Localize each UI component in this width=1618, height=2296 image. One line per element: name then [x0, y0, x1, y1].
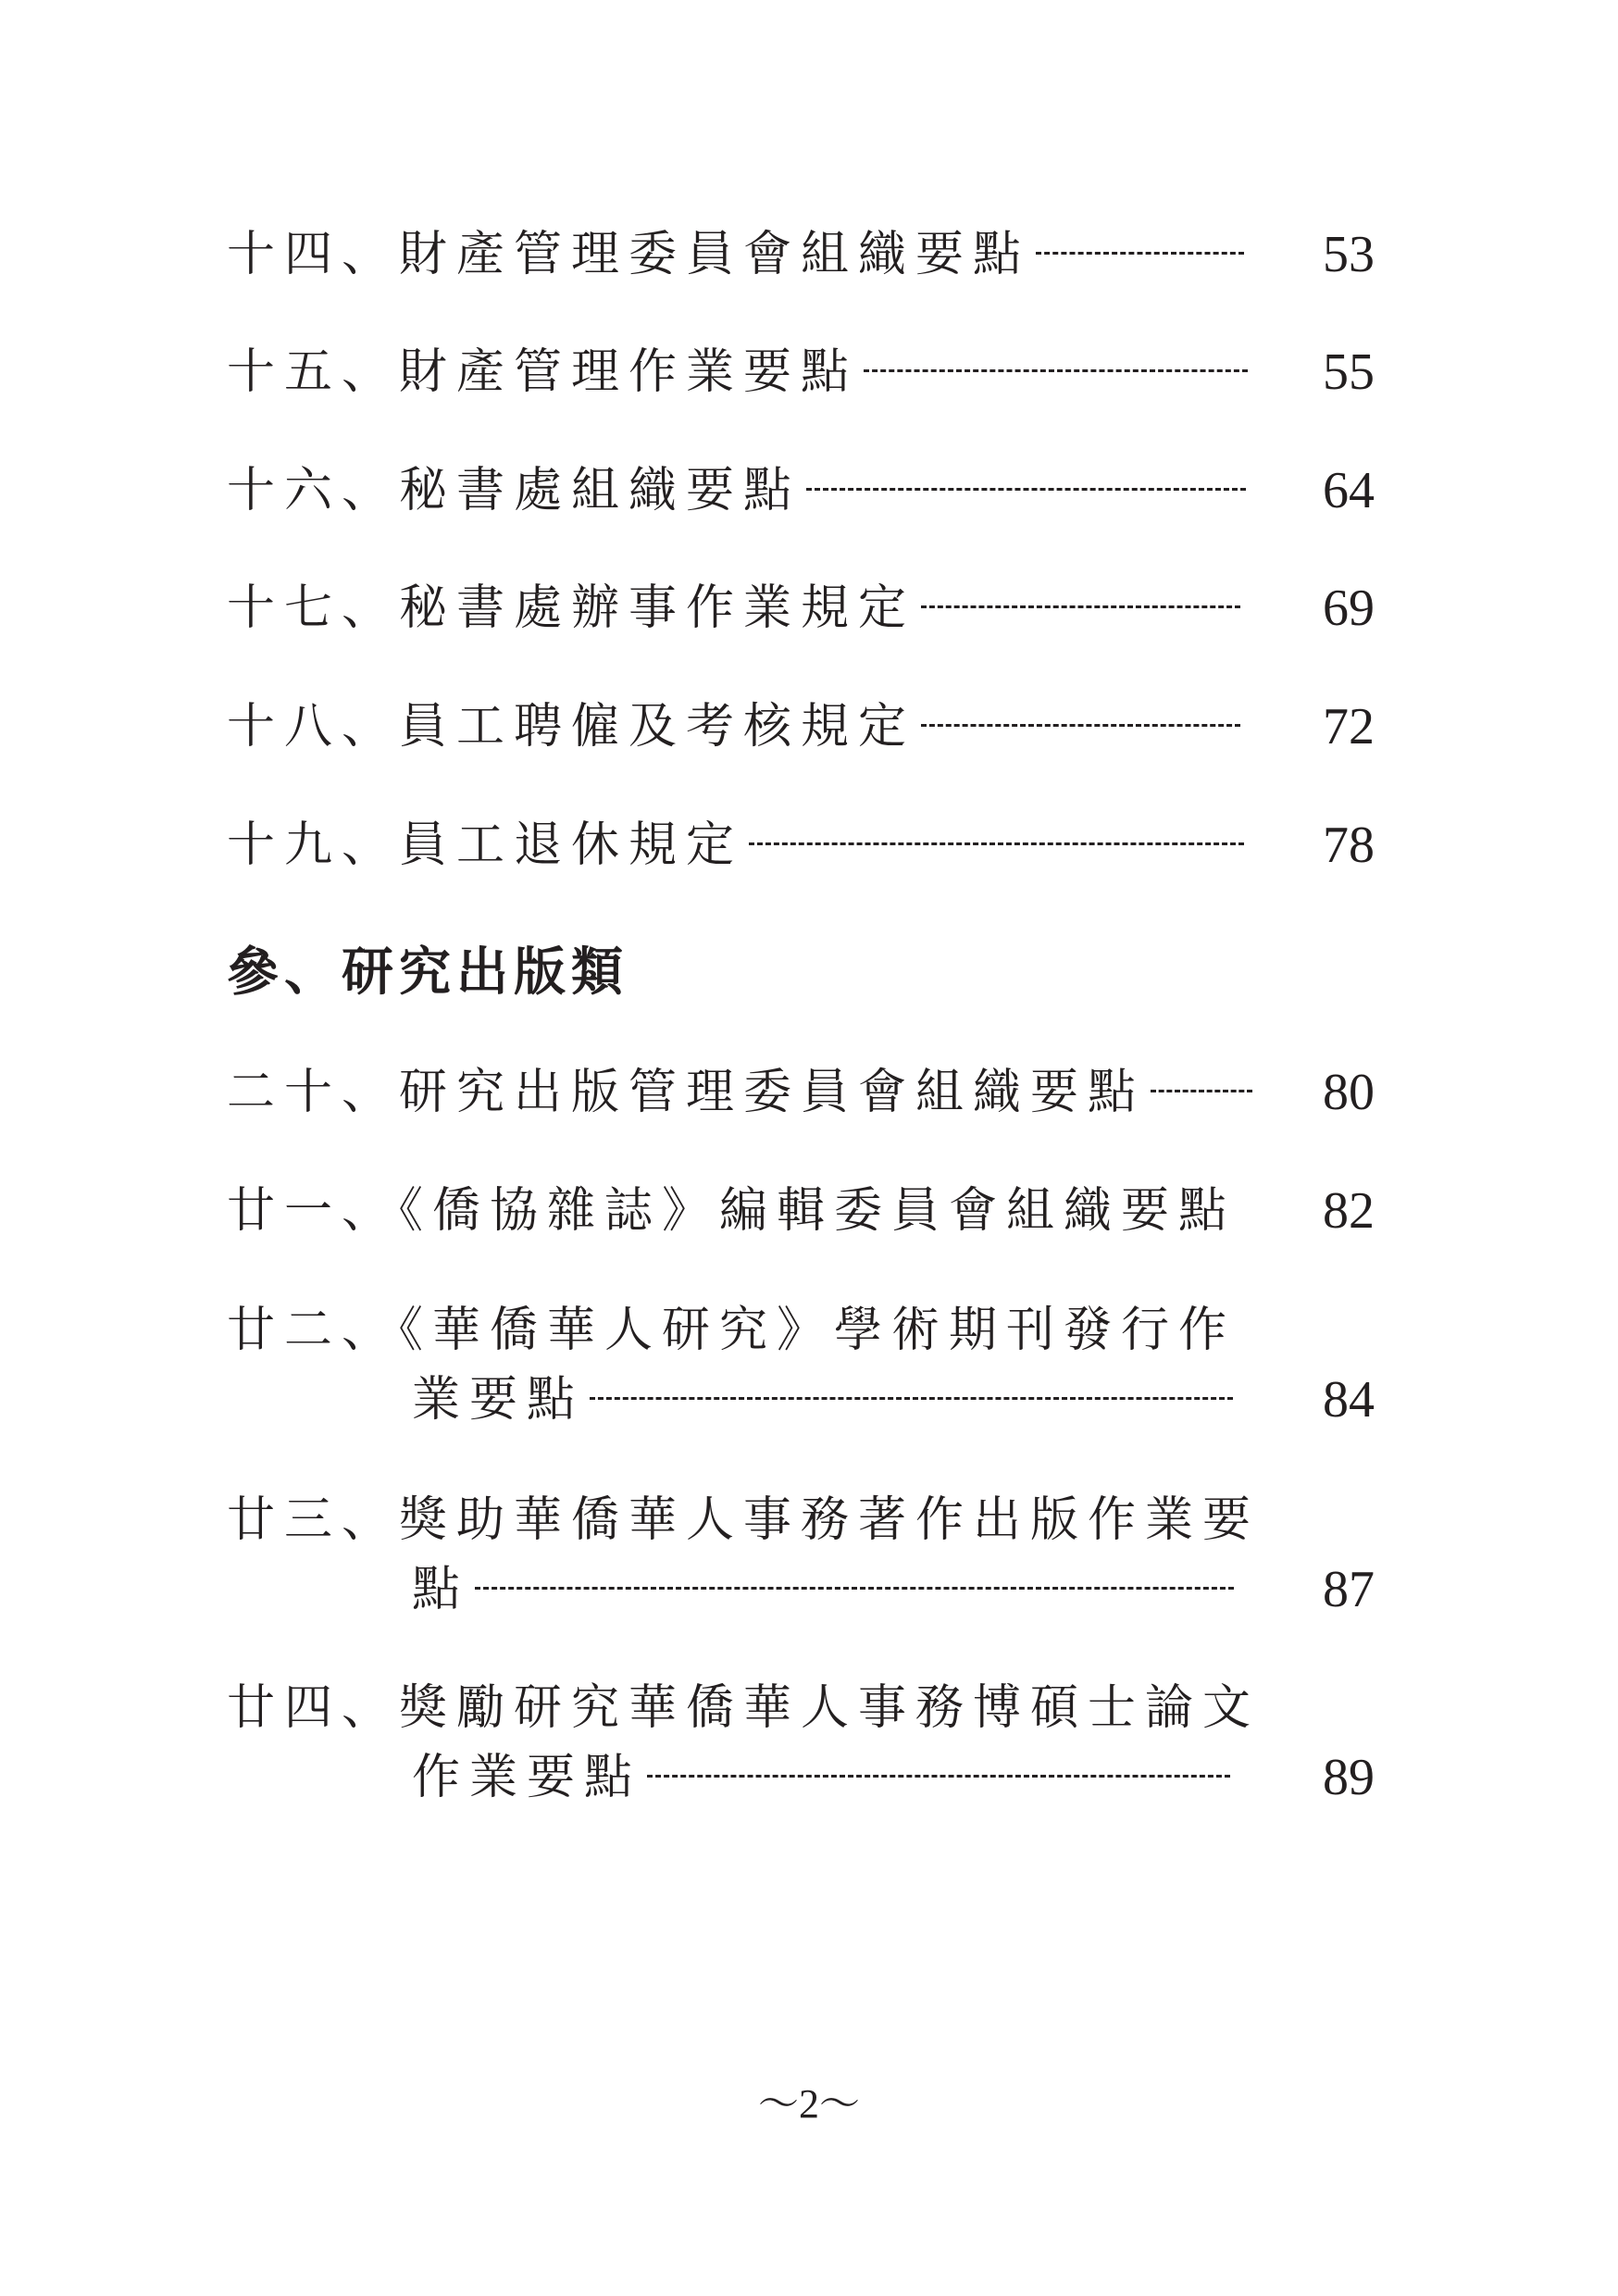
toc-page-number: 64: [1323, 462, 1375, 519]
toc-entry-title: 十七、秘書處辦事作業規定: [227, 580, 916, 636]
toc-page-number: 78: [1323, 817, 1375, 874]
toc-page-number: 89: [1323, 1749, 1375, 1806]
toc-page-number: 69: [1323, 580, 1375, 637]
toc-page-number: 53: [1323, 226, 1375, 283]
dot-leader: [1151, 1090, 1252, 1095]
toc-page-number: 84: [1323, 1371, 1375, 1429]
dot-leader: [806, 488, 1246, 493]
toc-page-number: 87: [1323, 1561, 1375, 1618]
dot-leader: [475, 1587, 1234, 1592]
toc-entry-title-continuation: 業要點: [412, 1372, 585, 1428]
toc-entry-title-continuation: 點: [412, 1562, 470, 1617]
toc-entry[interactable]: [227, 1303, 1375, 1432]
toc-page-number: 82: [1323, 1182, 1375, 1240]
toc-entry-title: 十五、財產管理作業要點: [227, 344, 859, 400]
toc-entry-title-continuation: 作業要點: [412, 1750, 642, 1805]
toc-entry-title: 廿四、獎勵研究華僑華人事務博碩士論文: [227, 1680, 1261, 1736]
toc-page-number: 72: [1323, 698, 1375, 755]
toc-entry[interactable]: [227, 1492, 1375, 1622]
dot-leader: [590, 1397, 1233, 1403]
toc-entry-title: 十八、員工聘僱及考核規定: [227, 699, 916, 755]
toc-entry-title: 廿三、獎助華僑華人事務著作出版作業要: [227, 1492, 1261, 1548]
toc-entry-title: 十四、財產管理委員會組織要點: [227, 227, 1031, 282]
dot-leader: [921, 605, 1240, 611]
page-footer-number: ～2～: [758, 2081, 860, 2127]
toc-entry-title: 十九、員工退休規定: [227, 817, 744, 873]
toc-entry[interactable]: [227, 1680, 1375, 1810]
dot-leader: [921, 724, 1240, 730]
toc-page-number: 80: [1323, 1064, 1375, 1121]
dot-leader: [647, 1775, 1230, 1780]
toc-entry-title: 廿一、《僑協雜誌》編輯委員會組織要點: [227, 1183, 1237, 1239]
toc-entry-title: 廿二、《華僑華人研究》學術期刊發行作: [227, 1303, 1237, 1358]
dot-leader: [1036, 252, 1244, 257]
toc-page-number: 55: [1323, 343, 1375, 401]
dot-leader: [749, 842, 1244, 848]
section-heading: 參、研究出版類: [227, 942, 629, 1003]
dot-leader: [864, 369, 1248, 375]
toc-entry-title: 二十、研究出版管理委員會組織要點: [227, 1065, 1146, 1120]
toc-entry-title: 十六、秘書處組織要點: [227, 463, 802, 518]
